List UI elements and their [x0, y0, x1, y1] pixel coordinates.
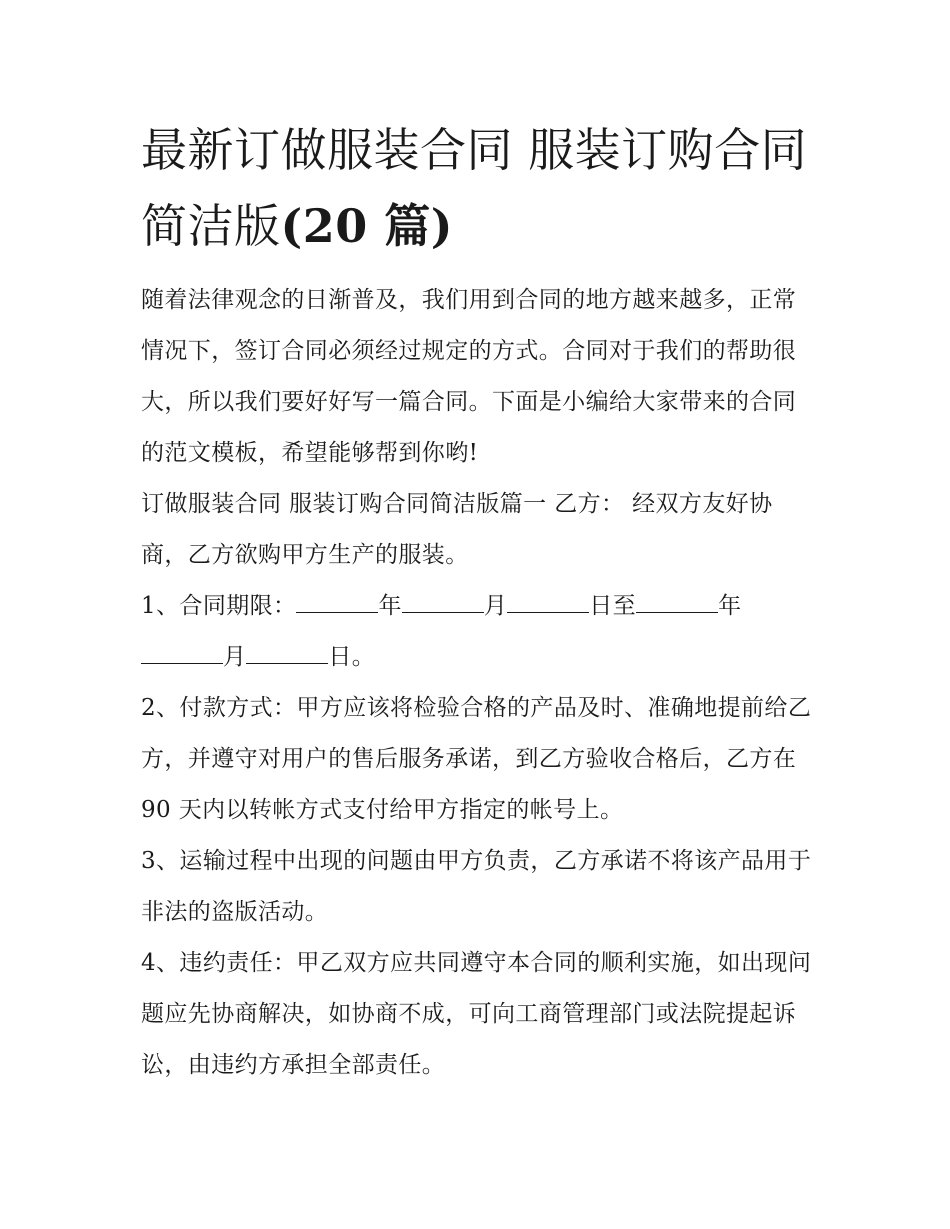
clause-1-prefix: 1、合同期限：	[141, 593, 297, 619]
clause-1-day-end: 日。	[328, 644, 376, 670]
clause-3-paragraph: 3、运输过程中出现的问题由甲方负责，乙方承诺不将该产品用于非法的盗版活动。	[141, 848, 812, 925]
title-main: 最新订做服装合同 服装订购合同简洁版	[141, 123, 808, 253]
document-title	[141, 112, 831, 264]
blank-line	[507, 594, 589, 613]
clause-1-paragraph	[141, 581, 813, 683]
blank-line	[141, 645, 223, 664]
clause-4-paragraph: 4、违约责任：甲乙双方应共同遵守本合同的顺利实施，如出现问题应先协商解决，如协商不成，可向工商管理部门或法院提起诉讼，由违约方承担全部责任。	[141, 950, 812, 1078]
intro-paragraph: 随着法律观念的日渐普及，我们用到合同的地方越来越多，正常情况下，签订合同必须经过规定的方式。合同对于我们的帮助很大，所以我们要好好写一篇合同。下面是小编给大家带来的合同的范文模板，希望能够帮到你哟!	[141, 287, 797, 466]
section-one-paragraph: 订做服装合同 服装订购合同简洁版篇一 乙方： 经双方友好协商，乙方欲购甲方生产的服装。	[141, 491, 773, 568]
blank-line	[246, 645, 328, 664]
clause-1-year-2: 年	[718, 593, 742, 619]
blank-line	[636, 594, 718, 613]
clause-1-month: 月	[483, 593, 508, 619]
blank-line	[402, 594, 484, 613]
blank-line	[296, 594, 378, 613]
clause-1-month-2: 月	[223, 644, 247, 670]
title-suffix: (20 篇)	[280, 199, 454, 253]
clause-1-year: 年	[378, 593, 402, 619]
clause-1-day-to: 日至	[589, 593, 637, 619]
document-body	[141, 275, 813, 1091]
clause-2-paragraph: 2、付款方式：甲方应该将检验合格的产品及时、准确地提前给乙方，并遵守对用户的售后服务承诺，到乙方验收合格后，乙方在 90 天内以转帐方式支付给甲方指定的帐号上。	[141, 695, 812, 823]
